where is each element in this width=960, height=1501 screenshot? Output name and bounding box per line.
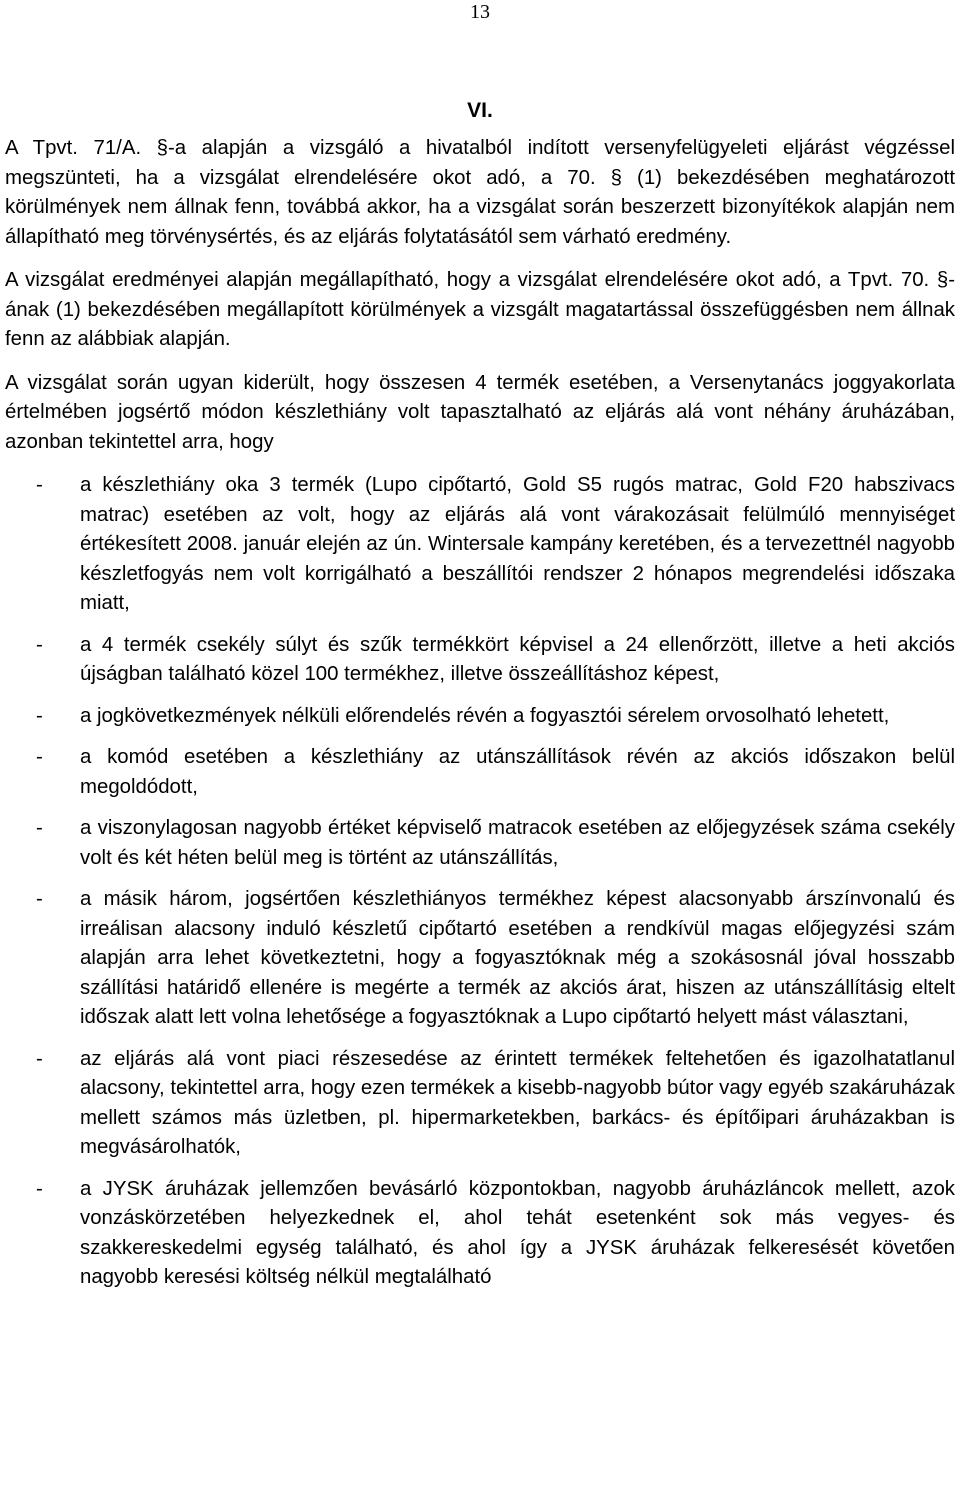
list-marker: -: [36, 633, 43, 656]
paragraph-shortage: A vizsgálat során ugyan kiderült, hogy összesen 4 termék esetében, a Versenytanács joggyakorlata értelmében jogsértő módon készlethiány volt tapasztalható az eljárás alá vont néhány áruházában, azonban tekintettel arra, hogy: [5, 371, 955, 453]
paragraph-findings: A vizsgálat eredményei alapján megállapítható, hogy a vizsgálat elrendelésére okot adó, a Tpvt. 70. §-ának (1) bekezdésében megállapított körülmények a vizsgált magatartással összefüggésben nem állnak fenn az alábbiak alapján.: [5, 269, 955, 350]
list-item: [5, 631, 955, 690]
list-item: [5, 1045, 955, 1163]
list-item: [5, 702, 955, 732]
list-item-text: a JYSK áruházak jellemzően bevásárló központokban, nagyobb áruházláncok mellett, azok vonzáskörzetében helyezkednek el, ahol tehát esetenként sok más vegyes- és szakkereskedelmi egység található, és ahol így a JYSK áruházak felkeresését követően nagyobb keresési költség nélkül megtalálható: [80, 1177, 955, 1288]
list-item-text: a jogkövetkezmények nélküli előrendelés révén a fogyasztói sérelem orvosolható lehetett,: [80, 704, 890, 727]
list-marker: -: [36, 1047, 43, 1070]
paragraph-legal-basis: A Tpvt. 71/A. §-a alapján a vizsgáló a hivatalból indított versenyfelügyeleti eljárást végzéssel megszünteti, ha a vizsgálat elrendelésére okot adó, a 70. § (1) bekezdésében meghatározott körülmények nem állnak fenn, továbbá akkor, ha a vizsgálat során beszerzett bizonyítékok alapján nem állapítható meg törvénysértés, és az eljárás folytatásától sem várható eredmény.: [5, 137, 955, 248]
list-item: [5, 814, 955, 873]
list-item: [5, 885, 955, 1033]
list-marker: -: [36, 817, 43, 839]
list-item-text: a komód esetében a készlethiány az utánszállítások révén az akciós időszakon belül megoldódott,: [80, 746, 955, 798]
section-heading: VI.: [467, 99, 493, 122]
list-marker: -: [36, 474, 43, 496]
list-item-text: a viszonylagosan nagyobb értéket képviselő matracok esetében az előjegyzések száma csekély volt és két héten belül meg is történt az utánszállítás,: [80, 817, 955, 869]
list-item-text: az eljárás alá vont piaci részesedése az érintett termékek feltehetően és igazolhatatlanul alacsony, tekintettel arra, hogy ezen termékek a kisebb-nagyobb bútor vagy egyéb szakáruházak mellett számos más üzletben, pl. hipermarketekben, barkács- és építőipari áruházakban is megvásárolhatók,: [80, 1047, 955, 1158]
list-marker: -: [36, 1177, 43, 1200]
list-item: [5, 1175, 955, 1293]
list-item: [5, 743, 955, 802]
list-item-text: a másik három, jogsértően készlethiányos termékhez képest alacsonyabb árszínvonalú és irreálisan alacsony induló készletű cipőtartó esetében a rendkívül magas előjegyzési szám alapján arra lehet következtetni, hogy a fogyasztóknak még a szokásosnál jóval hosszabb szállítási határidő ellenére is megérte a termék az akciós árat, hiszen az utánszállításig eltelt időszak alatt lett volna lehetősége a fogyasztóknak a Lupo cipőtartó helyett mást választani,: [80, 888, 955, 1028]
list-marker: -: [36, 888, 43, 910]
document-body: [5, 96, 955, 1305]
list-item-text: a készlethiány oka 3 termék (Lupo cipőtartó, Gold S5 rugós matrac, Gold F20 habszivacs matrac) esetében az volt, hogy az eljárás alá vont várakozásait felülmúló mennyiséget értékesített 2008. január elején az ún. Wintersale kampány keretében, és a tervezettnél nagyobb készletfogyás nem volt korrigálható a beszállítói rendszer 2 hónapos megrendelési időszaka miatt,: [80, 474, 955, 614]
list-marker: -: [36, 746, 43, 768]
list-item-text: a 4 termék csekély súlyt és szűk termékkört képvisel a 24 ellenőrzött, illetve a heti akciós újságban található közel 100 termékhez, illetve összeállításhoz képest,: [80, 633, 955, 685]
page-number: 13: [470, 1, 490, 23]
reasons-list: [5, 471, 955, 1293]
list-marker: -: [36, 704, 43, 727]
list-item: [5, 471, 955, 619]
